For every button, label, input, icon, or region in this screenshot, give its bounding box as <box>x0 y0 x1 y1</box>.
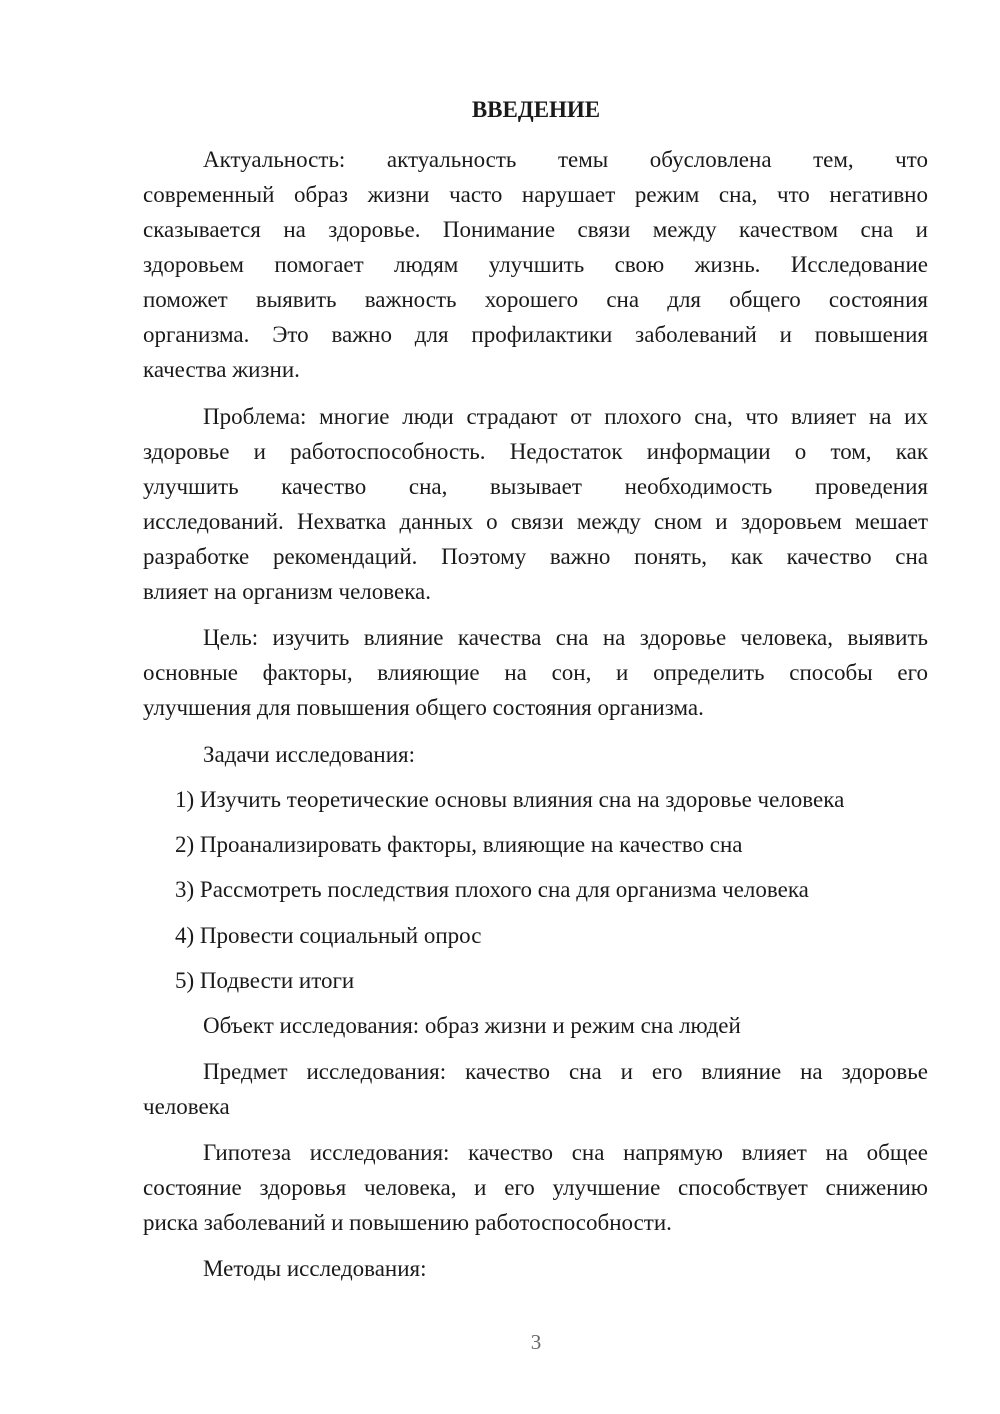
list-item: 4) Провести социальный опрос <box>175 923 482 948</box>
text-line: Предмет исследования: качество сна и его влияние на здоровье <box>203 1059 928 1084</box>
paragraph-object: Объект исследования: образ жизни и режим сна людей <box>203 1013 741 1038</box>
text-line: исследований. Нехватка данных о связи между сном и здоровьем мешает <box>143 509 928 534</box>
paragraph-hypothesis <box>143 1135 928 1240</box>
text-line: риска заболеваний и повышению работоспособности. <box>143 1210 672 1235</box>
list-item: 1) Изучить теоретические основы влияния сна на здоровье человека <box>175 787 845 812</box>
text-line: Проблема: многие люди страдают от плохого сна, что влияет на их <box>203 404 928 429</box>
text-line: Цель: изучить влияние качества сна на здоровье человека, выявить <box>203 625 928 650</box>
paragraph-relevance <box>143 142 928 387</box>
page-number: 3 <box>530 1330 542 1354</box>
methods-heading: Методы исследования: <box>203 1256 427 1281</box>
paragraph-subject <box>143 1054 928 1124</box>
text-line: основные факторы, влияющие на сон, и определить способы его <box>143 660 928 685</box>
list-item: 3) Рассмотреть последствия плохого сна для организма человека <box>175 877 809 902</box>
text-line: Гипотеза исследования: качество сна напрямую влияет на общее <box>203 1140 928 1165</box>
text-line: влияет на организм человека. <box>143 579 431 604</box>
text-line: человека <box>143 1094 230 1119</box>
text-line: улучшить качество сна, вызывает необходимость проведения <box>143 474 928 499</box>
text-line: здоровьем помогает людям улучшить свою жизнь. Исследование <box>143 252 928 277</box>
paragraph-problem <box>143 399 928 609</box>
tasks-heading: Задачи исследования: <box>203 742 416 767</box>
text-line: состояние здоровья человека, и его улучшение способствует снижению <box>143 1175 928 1200</box>
paragraph-goal <box>143 620 928 725</box>
page-title: ВВЕДЕНИЕ <box>471 97 601 122</box>
list-item: 5) Подвести итоги <box>175 968 355 993</box>
text-line: организма. Это важно для профилактики заболеваний и повышения <box>143 322 928 347</box>
list-item: 2) Проанализировать факторы, влияющие на качество сна <box>175 832 743 857</box>
text-line: поможет выявить важность хорошего сна для общего состояния <box>143 287 928 312</box>
text-line: современный образ жизни часто нарушает режим сна, что негативно <box>143 182 928 207</box>
text-line: здоровье и работоспособность. Недостаток информации о том, как <box>143 439 928 464</box>
text-line: разработке рекомендаций. Поэтому важно понять, как качество сна <box>143 544 928 569</box>
text-line: Актуальность: актуальность темы обусловлена тем, что <box>203 147 928 172</box>
text-line: улучшения для повышения общего состояния организма. <box>143 695 704 720</box>
text-line: качества жизни. <box>143 357 300 382</box>
text-line: сказывается на здоровье. Понимание связи между качеством сна и <box>143 217 928 242</box>
